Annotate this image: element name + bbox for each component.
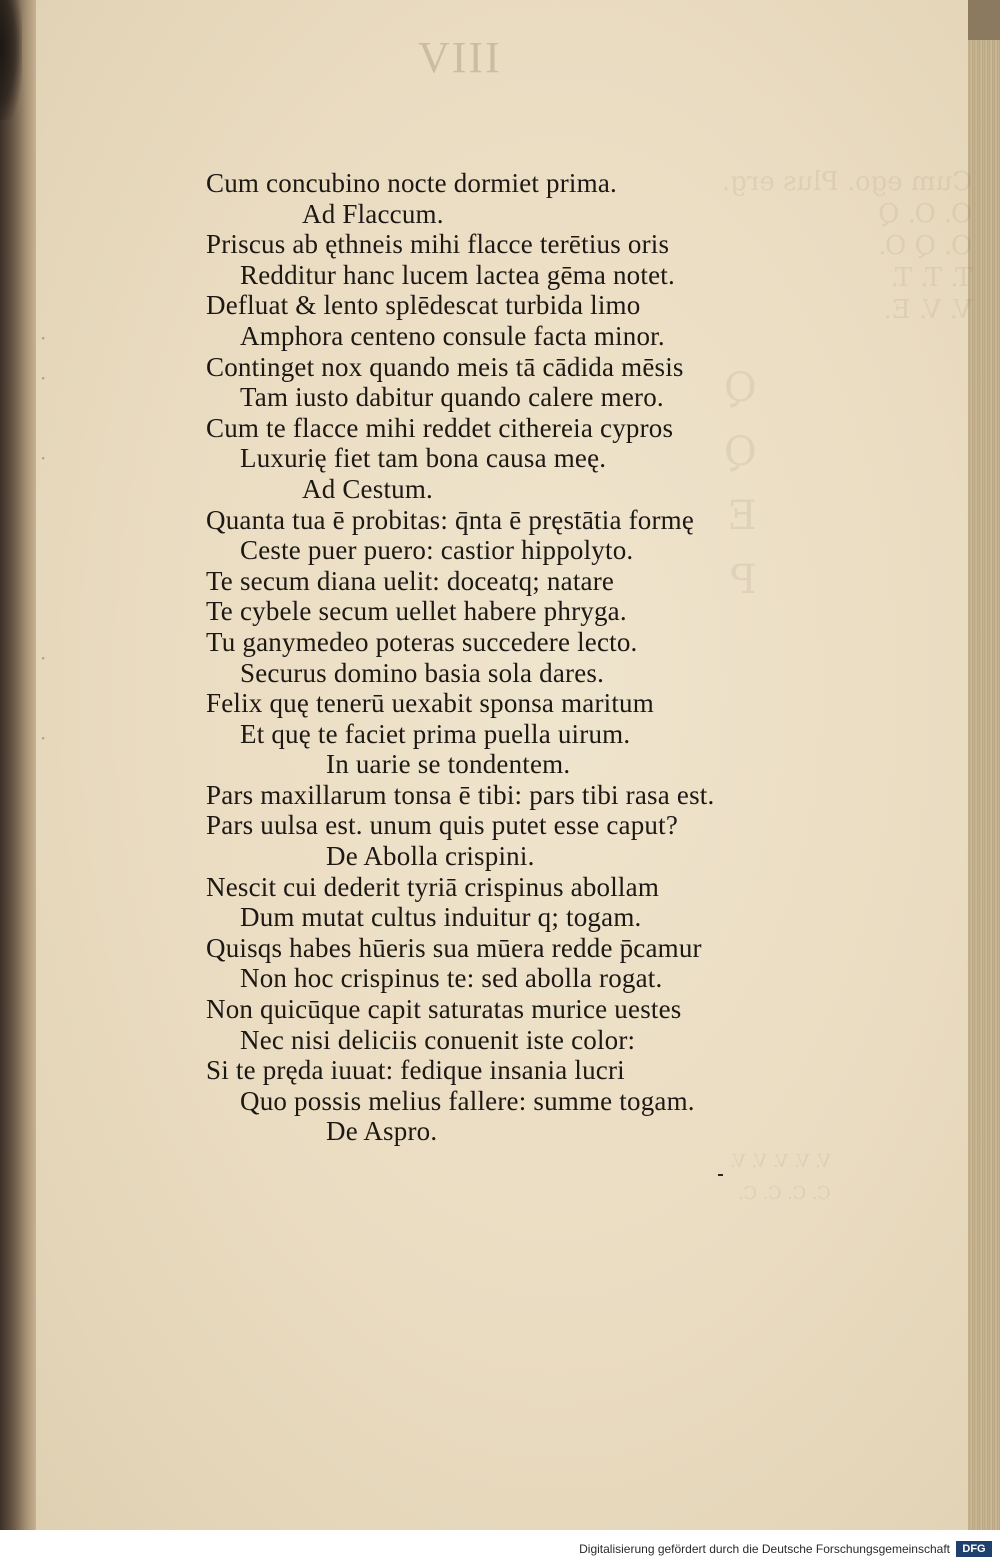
poem-line: Continget nox quando meis tā cādida mēsis [206, 351, 684, 382]
poem-line: Te secum diana uelit: doceatq; natare [206, 565, 615, 596]
poem-line: Pars uulsa est. unum quis putet esse caput? [206, 810, 679, 841]
poem-line: Tu ganymedeo poteras succedere lecto. [206, 626, 638, 657]
poem-text-block [206, 168, 766, 1147]
poem-line: Quo possis melius fallere: summe togam. [240, 1085, 695, 1116]
poem-line: Quisqs habes hūeris sua mūera redde p̄camur [206, 932, 702, 963]
poem-line: Si te pręda iuuat: fedique insania lucri [206, 1055, 625, 1086]
dfg-logo: DFG [956, 1541, 992, 1557]
poem-line: Redditur hanc lucem lactea gēma notet. [240, 259, 675, 290]
binding-shadow [0, 0, 22, 120]
poem-line: Te cybele secum uellet habere phryga. [206, 596, 627, 627]
poem-line: Nescit cui dederit tyriā crispinus abollam [206, 871, 660, 902]
footer-bar [0, 1530, 1000, 1568]
poem-line: Cum concubino nocte dormiet prima. [206, 168, 617, 198]
poem-heading: De Aspro. [326, 1116, 438, 1147]
ink-mark [718, 1174, 723, 1176]
poem-line: Non quicūque capit saturatas murice uestes [206, 994, 682, 1025]
page-fore-edge-dark [968, 0, 1000, 40]
poem-line: Nec nisi deliciis conuenit iste color: [240, 1024, 636, 1055]
poem-line: Et quę te faciet prima puella uirum. [240, 718, 631, 749]
poem-line: Tam iusto dabitur quando calere mero. [240, 382, 664, 413]
poem-line: Priscus ab ęthneis mihi flacce terētius oris [206, 229, 670, 260]
page-fore-edge [968, 0, 1000, 1530]
poem-line: Securus domino basia sola dares. [240, 657, 605, 688]
poem-line: Felix quę tenerū uexabit sponsa maritum [206, 688, 654, 719]
book-binding [0, 0, 38, 1568]
footer-credit: Digitalisierung gefördert durch die Deutsche Forschungsgemeinschaft [579, 1542, 950, 1556]
poem-line: Amphora centeno consule facta minor. [240, 320, 665, 351]
left-margin-smudges: · · · · · [40, 326, 47, 750]
poem-line: Luxurię fiet tam bona causa meę. [240, 443, 607, 474]
poem-line: Quanta tua ē probitas: q̄nta ē pręstātia formę [206, 504, 695, 535]
poem-line: Ceste puer puero: castior hippolyto. [240, 535, 634, 566]
folio-number: VIII [418, 33, 502, 82]
poem-heading: Ad Flaccum. [302, 198, 444, 229]
poem-line: Dum mutat cultus induitur q; togam. [240, 902, 642, 933]
poem-line: Pars maxillarum tonsa ē tibi: pars tibi rasa est. [206, 779, 715, 810]
bleed-through-texture: Cum ego. Plus erg. O. O. Q O. Q O. T. T. T. V. V. E. [722, 167, 973, 325]
poem-heading: De Abolla crispini. [326, 841, 535, 872]
bleed-through-texture-bottom: V. V. V. V. V. C. C. C. C. [730, 1151, 831, 1204]
poem-heading: Ad Cestum. [302, 473, 434, 504]
poem-line: Cum te flacce mihi reddet cithereia cypros [206, 412, 674, 443]
poem-line: Defluat & lento splēdescat turbida limo [206, 290, 641, 321]
poem-heading: In uarie se tondentem. [326, 749, 571, 780]
bleed-through-texture-letters: Q Q E P [724, 365, 757, 603]
poem-line: Non hoc crispinus te: sed abolla rogat. [240, 963, 663, 994]
